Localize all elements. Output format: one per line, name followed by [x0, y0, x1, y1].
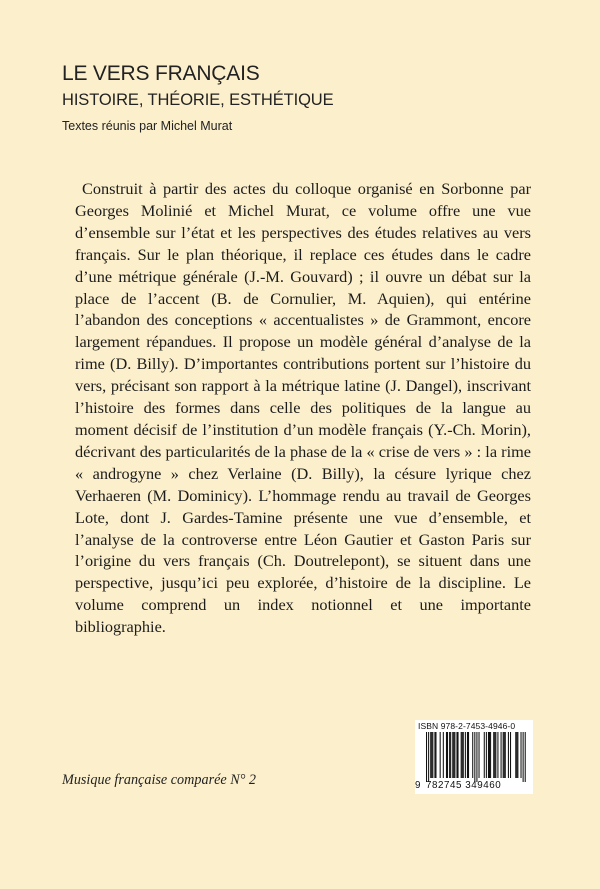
book-title: LE VERS FRANÇAIS [62, 62, 260, 85]
barcode-bar [504, 732, 505, 778]
barcode-bar [452, 732, 453, 778]
barcode-bar [463, 732, 464, 778]
barcode-bar [493, 732, 494, 778]
barcode-bar [462, 732, 463, 778]
barcode-digit-groups: 782745 349460 [426, 780, 502, 791]
barcode-bar [517, 732, 518, 778]
barcode-bar [456, 732, 457, 778]
barcode-bar [449, 732, 450, 778]
barcode-bar [447, 732, 448, 778]
isbn-barcode [415, 720, 533, 794]
barcode-bar [476, 732, 477, 782]
barcode-bar [490, 732, 491, 778]
barcode-bar [453, 732, 454, 778]
barcode-bar [510, 732, 511, 778]
barcode-bar [479, 732, 480, 778]
barcode-bar [467, 732, 468, 778]
barcode-bar [505, 732, 506, 778]
barcode-bar [515, 732, 516, 778]
barcode-bar [523, 732, 524, 782]
barcode-bar [430, 732, 431, 778]
editor-credit: Textes réunis par Michel Murat [62, 119, 233, 133]
barcode-bar [468, 732, 469, 778]
barcode-bar [435, 732, 436, 778]
barcode-bar [426, 732, 427, 782]
barcode-bar [432, 732, 433, 778]
barcode-bar [440, 732, 441, 778]
barcode-bar [488, 732, 489, 778]
book-subtitle: HISTOIRE, THÉORIE, ESTHÉTIQUE [62, 91, 334, 109]
barcode-bar [454, 732, 455, 778]
barcode-bar [489, 732, 490, 778]
barcode-bar [474, 732, 475, 782]
barcode-first-digit: 9 [415, 780, 421, 791]
barcode-bar [461, 732, 462, 778]
back-cover-blurb: Construit à partir des actes du colloque organisé en Sorbonne par Georges Molinié et Michel Murat, ce volume offre une vue d’ensemble sur l’état et les perspectives des études relatives au vers français. Sur le plan théorique, il replace ces études dans le cadre d’une métrique générale (J.-M. Gouvard) ; il ouvre un débat sur la place de l’accent (B. de Cornulier, M. Aquien), qui entérine l’abandon des conceptions « accentualistes » de Grammont, encore largement répandues. Il propose un modèle général d’analyse de la rime (D. Billy). D’importantes contributions portent sur l’histoire du vers, précisant son rapport à la métrique latine (J. Dangel), inscrivant l’histoire des formes dans celle des politiques de la langue au moment décisif de l’institution d’un modèle français (Y.-Ch. Morin), décrivant des particularités de la phase de la « crise de vers » : la rime « androgyne » chez Verlaine (D. Billy), la césure lyrique chez Verhaeren (M. Dominicy). L’hommage rendu au travail de Georges Lote, dont J. Gardes-Tamine présente une vue d’ensemble, et l’analyse de la controverse entre Léon Gautier et Gaston Paris sur l’origine du vers français (Ch. Doutrelepont), se situent dans une perspective, jusqu’ici peu explorée, d’histoire de la discipline. Le volume comprend un index notionnel et une importante bibliographie. [75, 179, 531, 637]
barcode-bar [501, 732, 502, 778]
barcode-bar [494, 732, 495, 778]
barcode-bar [431, 732, 432, 778]
barcode-bar [486, 732, 487, 778]
barcode-bar [428, 732, 429, 782]
series-name: Musique française comparée N° 2 [62, 772, 257, 788]
barcode-bar [525, 732, 526, 782]
barcode-bar [465, 732, 466, 778]
barcode-bar [443, 732, 444, 778]
isbn-label: ISBN 978-2-7453-4946-0 [418, 721, 516, 731]
barcode-bar [521, 732, 522, 778]
barcode-bar [508, 732, 509, 778]
barcode-bar [503, 732, 504, 778]
barcode-bar [497, 732, 498, 778]
barcode-bar [472, 732, 473, 778]
barcode-bar [434, 732, 435, 778]
barcode-bar [495, 732, 496, 778]
barcode-bar [458, 732, 459, 778]
barcode-bar [450, 732, 451, 778]
barcode-bar [446, 732, 447, 778]
barcode-bar [484, 732, 485, 778]
barcode-bar [516, 732, 517, 778]
barcode-bars [415, 732, 533, 782]
